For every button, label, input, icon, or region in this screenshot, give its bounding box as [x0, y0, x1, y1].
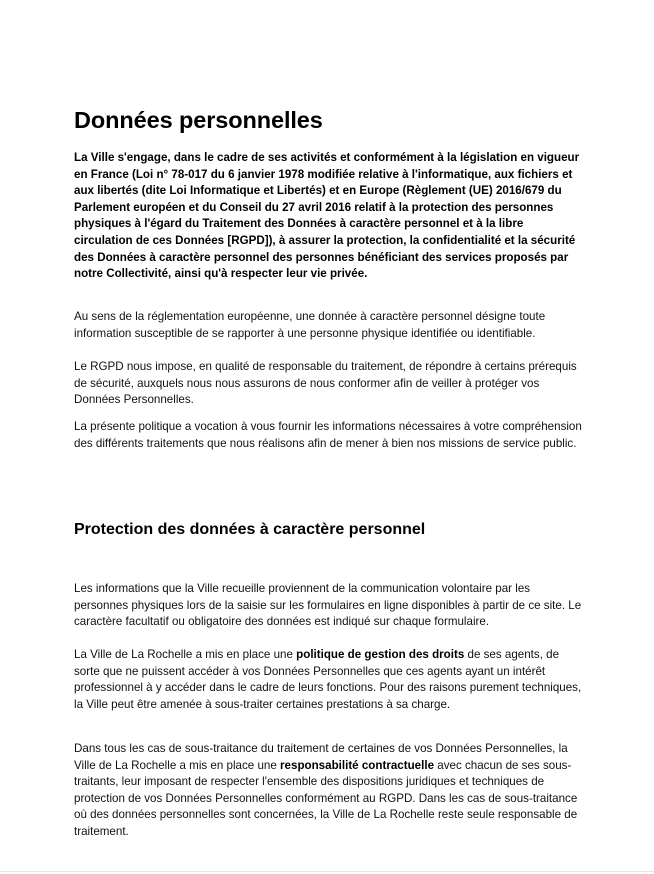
paragraph-intro-bold: La Ville s'engage, dans le cadre de ses activités et conformément à la législation en vigueur en France (Loi n° 78-017 du 6 janvier 1978 modifiée relative à l'informatique, aux fichiers et aux libertés (dite Loi Informatique et Libertés) et en Europe (Règlement (UE) 2016/679 du Parlement européen et du Conseil du 27 avril 2016 relatif à la protection des personnes physiques à l'égard du Traitement des Données à caractère personnel et à la libre circulation de ces Données [RGPD]), à assurer la protection, la confidentialité et la sécurité des Données à caractère personnel des personnes bénéficiant des services proposés par notre Collectivité, ainsi qu'à respecter leur vie privée.: [74, 151, 580, 281]
paragraph-collected-info: Les informations que la Ville recueille proviennent de la communication volontaire par les personnes physiques lors de la saisie sur les formulaires en ligne disponibles à partir de ce site. Le caractère facultatif ou obligatoire des données est indiqué sur chaque formulaire.: [74, 582, 582, 629]
paragraph-access-rights: La Ville de La Rochelle a mis en place une politique de gestion des droits de ses agents, de sorte que ne puissent accéder à vos Données Personnelles que ces agents ayant un intérêt professionnel à y accéder dans le cadre de leurs fonctions. Pour des raisons purement techniques, la Ville peut être amenée à sous-traiter certaines prestations à sa charge.: [74, 648, 582, 711]
paragraph-subcontracting: Dans tous les cas de sous-traitance du traitement de certaines de vos Données Personnelles, la Ville de La Rochelle a mis en place une responsabilité contractuelle avec chacun de ses sous-traitants, leur imposant de respecter l'ensemble des dispositions juridiques et techniques de protection de vos Données Personnelles conformément au RGPD. Dans les cas de sous-traitance où des données personnelles sont concernées, la Ville de La Rochelle reste seule responsable de traitement.: [74, 742, 578, 838]
section-heading-protection: Protection des données à caractère personnel: [74, 521, 426, 538]
paragraph-rgpd-obligations: Le RGPD nous impose, en qualité de responsable du traitement, de répondre à certains prérequis de sécurité, auxquels nous nous assurons de nous conformer afin de veiller à protéger vos Données Personnelles.: [74, 360, 577, 407]
paragraph-policy-purpose: La présente politique a vocation à vous fournir les informations nécessaires à votre compréhension des différents traitements que nous réalisons afin de mener à bien nos missions de service public.: [74, 420, 582, 450]
paragraph-definition: Au sens de la réglementation européenne, une donnée à caractère personnel désigne toute information susceptible de se rapporter à une personne physique identifiée ou identifiable.: [74, 310, 546, 340]
footer-divider: [0, 871, 654, 872]
emphasis-text: politique de gestion des droits: [296, 648, 465, 661]
emphasis-text: responsabilité contractuelle: [280, 758, 435, 772]
page-title: Données personnelles: [74, 107, 323, 133]
